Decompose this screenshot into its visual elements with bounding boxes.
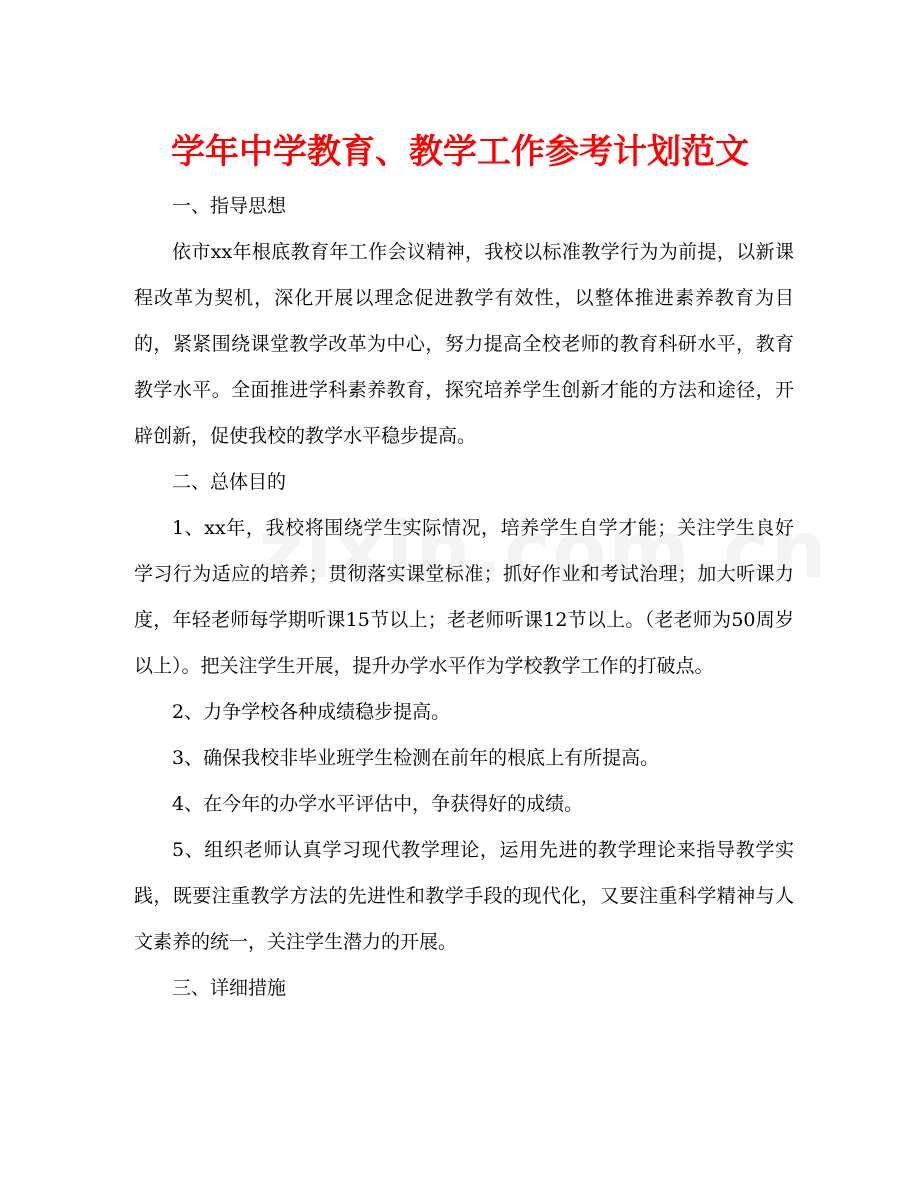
goal-item-2: 2、力争学校各种成绩稳步提高。 [172,701,451,723]
document-title: 学年中学教育、教学工作参考计划范文 [171,132,749,172]
heading-detailed-measures: 三、详细措施 [172,977,287,999]
goal-item-5: 5、组织老师认真学习现代教学理论，运用先进的教学理论来指导教学实践，既要注重教学方法的先进性和教学手段的现代化，又要注重科学精神与人文素养的统一，关注学生潜力的开展。 [134,839,794,953]
heading-guiding-ideology: 一、指导思想 [172,195,287,217]
heading-overall-goals: 二、总体目的 [172,471,287,493]
document-body [134,183,794,1011]
goal-item-4: 4、在今年的办学水平评估中，争获得好的成绩。 [172,793,584,815]
paragraph-guiding-ideology: 依市xx年根底教育年工作会议精神，我校以标准教学行为为前提，以新课程改革为契机，深化开展以理念促进教学有效性，以整体推进素养教育为目的，紧紧围绕课堂教学改革为中心，努力提高全校老师的教育科研水平，教育教学水平。全面推进学科素养教育，探究培养学生创新才能的方法和途径，开辟创新，促使我校的教学水平稳步提高。 [134,241,794,447]
goal-item-3: 3、确保我校非毕业班学生检测在前年的根底上有所提高。 [172,747,660,769]
goal-item-1: 1、xx年，我校将围绕学生实际情况，培养学生自学才能；关注学生良好学习行为适应的培养；贯彻落实课堂标准；抓好作业和考试治理；加大听课力度，年轻老师每学期听课15节以上；老老师听课12节以上。（老老师为50周岁以上）。把关注学生开展，提升办学水平作为学校教学工作的打破点。 [134,517,794,677]
